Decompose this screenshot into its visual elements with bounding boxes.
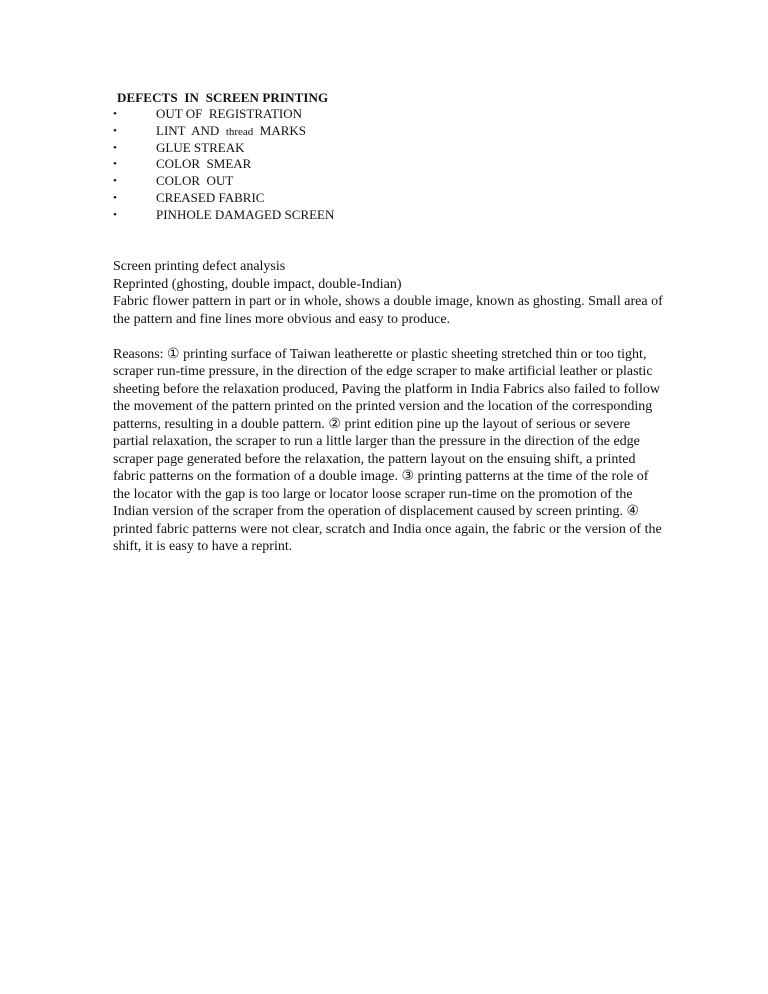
analysis-title: Screen printing defect analysis (113, 259, 286, 274)
defects-bullet-list (112, 106, 335, 224)
list-item (112, 156, 252, 173)
fabric-paragraph (113, 293, 713, 328)
bullet-text-part: LINT AND (156, 122, 226, 138)
list-item (112, 106, 303, 123)
bullet-icon: • (113, 108, 117, 120)
bullet-icon: • (113, 191, 117, 204)
paragraph-line: the locator with the gap is too large or locator loose scraper run-time on the promotion of the (113, 486, 633, 502)
paragraph-line: sheeting before the relaxation produced, Paving the platform in India Fabrics also failed to follow (113, 381, 661, 397)
paragraph-line: Reasons: ① printing surface of Taiwan leatherette or plastic sheeting stretched thin or too tight, (113, 346, 647, 362)
bullet-icon: • (113, 208, 117, 221)
list-item (112, 173, 234, 190)
list-item (112, 122, 307, 140)
bullet-icon: • (113, 141, 117, 154)
paragraph-line: shift, it is easy to have a reprint. (113, 539, 293, 554)
list-item (112, 206, 335, 224)
paragraph-line: partial relaxation, the scraper to run a little larger than the pressure in the direction of the edge (113, 434, 640, 449)
bullet-icon: • (113, 175, 117, 188)
paragraph-line: patterns, resulting in a double pattern. ② print edition pine up the layout of serious or severe (113, 416, 631, 432)
paragraph-line: the pattern and fine lines more obvious and easy to produce. (113, 311, 451, 327)
list-item (112, 189, 265, 207)
list-item (112, 139, 245, 157)
paragraph-line: Indian version of the scraper from the operation of displacement caused by screen printing. ④ (113, 504, 640, 519)
bullet-text (156, 123, 306, 141)
paragraph-line: scraper run-time pressure, in the direction of the edge scraper to make artificial leather or plastic (113, 364, 653, 379)
paragraph-line: the movement of the pattern printed on the printed version and the location of the corresponding (113, 399, 653, 414)
bullet-text-small: thread (225, 125, 254, 138)
reprinted-line: Reprinted (ghosting, double impact, double-Indian) (113, 276, 402, 292)
bullet-text: PINHOLE DAMAGED SCREEN (156, 206, 335, 222)
bullet-text: COLOR SMEAR (156, 156, 252, 172)
paragraph-line: scraper page generated before the relaxation, the pattern layout on the ensuing shift, a printed (113, 451, 636, 467)
bullet-text: COLOR OUT (156, 173, 234, 189)
bullet-icon: • (113, 124, 117, 137)
bullet-text: CREASED FABRIC (156, 189, 265, 205)
paragraph-line: printed fabric patterns were not clear, scratch and India once again, the fabric or the version of the (113, 521, 662, 537)
paragraph-line: fabric patterns on the formation of a double image. ③ printing patterns at the time of the role of (113, 469, 649, 484)
bullet-text: GLUE STREAK (156, 139, 245, 155)
paragraph-line: Fabric flower pattern in part or in whole, shows a double image, known as ghosting. Small area of (113, 294, 663, 309)
bullet-text-part: MARKS (253, 122, 307, 138)
bullet-text: OUT OF REGISTRATION (156, 106, 303, 121)
bullet-icon: • (113, 158, 117, 171)
document-heading: DEFECTS IN SCREEN PRINTING (117, 90, 329, 105)
reasons-paragraph (113, 346, 713, 556)
